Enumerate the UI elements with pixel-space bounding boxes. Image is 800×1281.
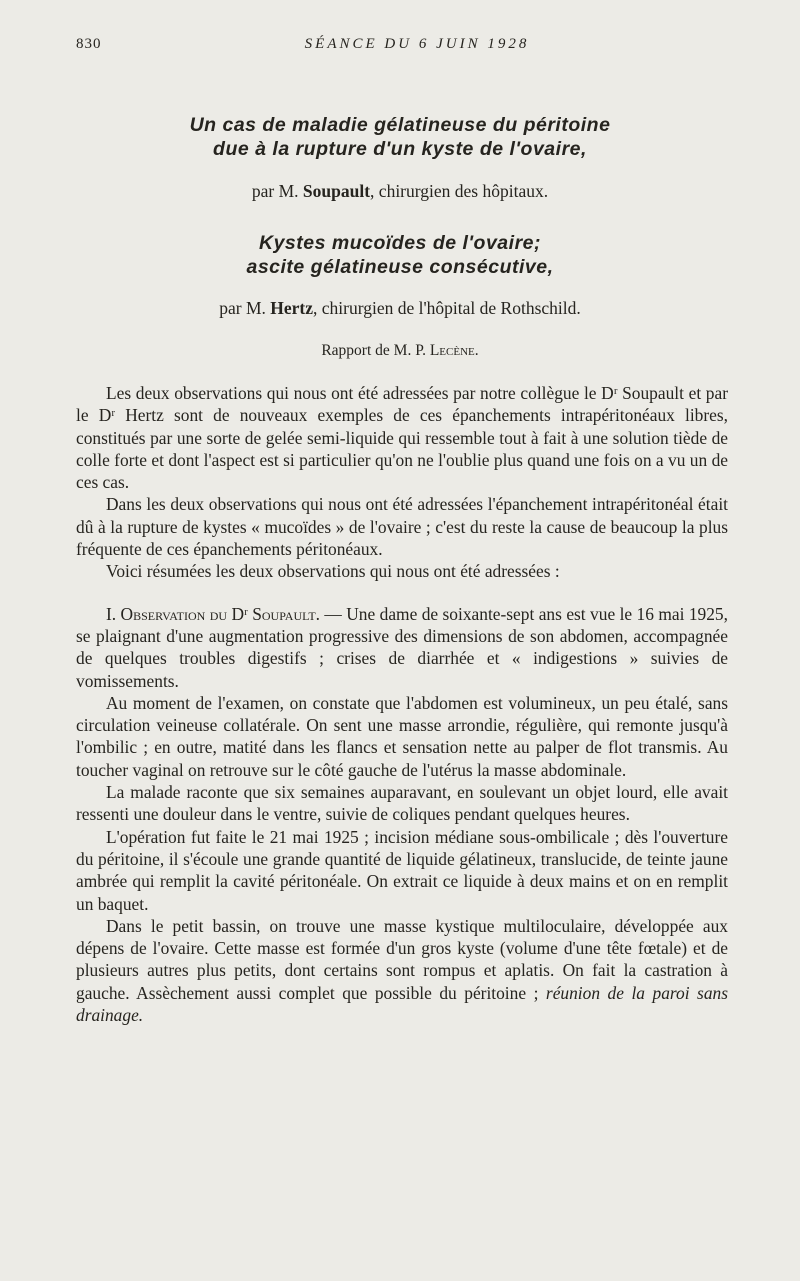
paragraph-3: Voici résumées les deux observations qui nous ont été adressées : <box>106 561 560 582</box>
paragraph-5: Au moment de l'examen, on constate que l'abdomen est volumineux, un peu étalé, sans circulation veineuse collatérale. On sent une masse arrondie, régulière, qui remonte jusqu'à l'ombilic ; en outre, matité dans les flancs et sensation nette au palper de flot transmis. Au toucher vaginal on retrouve sur le côté gauche de l'utérus la masse abdominale. <box>76 692 728 780</box>
article2-by-prefix: par M. <box>219 298 271 318</box>
report-prefix: Rapport de M. P. <box>321 342 430 359</box>
article1-author: Soupault <box>302 181 371 201</box>
paragraph-8 <box>76 915 728 1026</box>
running-head: SÉANCE DU 6 JUIN 1928 <box>304 36 530 52</box>
article2-by-suffix: , chirurgien de l'hôpital de Rothschild. <box>313 298 581 318</box>
article2-byline <box>60 297 740 319</box>
observation-label: I. Observation du Dʳ Soupault. <box>106 603 321 624</box>
paragraph-4-text: — Une dame de soixante-sept ans est vue le 16 mai 1925, se plaignant d'une augmentation progressive des dimensions de son abdomen, accompagnée de quelques troubles digestifs ; crises de diarrhée et « indigestions » suivies de vomissements. <box>76 603 728 691</box>
report-suffix: . <box>474 342 479 359</box>
page-header <box>76 36 728 60</box>
paragraph-6: La malade raconte que six semaines auparavant, en soulevant un objet lourd, elle avait ressenti une douleur dans le ventre, suivie de coliques pendant quelques heures. <box>76 782 728 825</box>
article1-by-prefix: par M. <box>251 181 303 201</box>
paragraph-7: L'opération fut faite le 21 mai 1925 ; incision médiane sous-ombilicale ; dès l'ouverture du péritoine, il s'écoule une grande quantité de liquide gélatineux, translucide, de teinte jaune ambrée qui remplit la cavité péritonéale. On extrait ce liquide à deux mains et on en remplit un baquet. <box>76 826 728 914</box>
article1-by-suffix: , chirurgien des hôpitaux. <box>370 181 549 201</box>
paragraph-4 <box>76 603 728 692</box>
paragraph-2: Dans les deux observations qui nous ont été adressées l'épanchement intrapéritonéal était dû à la rupture de kystes « mucoïdes » de l'ovaire ; c'est du reste la cause de beaucoup la plus fréquente de ces épanchements péritonéaux. <box>76 494 728 560</box>
article2-title <box>60 231 740 279</box>
article1-title <box>60 113 740 161</box>
article2-title-line2: ascite gélatineuse consécutive, <box>246 256 554 278</box>
paragraph-8-italic: réunion de la paroi sans drainage. <box>76 982 728 1026</box>
article-body <box>76 382 728 1026</box>
article1-byline <box>60 180 740 202</box>
paragraph-1: Les deux observations qui nous ont été adressées par notre collègue le Dʳ Soupault et par le Dʳ Hertz sont de nouveaux exemples de ces épanchements intrapéritonéaux libres, constitués par une sorte de gelée semi-liquide qui ressemble tout à fait à une solution tiède de colle forte et dont l'aspect est si particulier qu'on ne l'oublie plus quand une fois on a vu un de ces cas. <box>76 383 728 493</box>
report-name: Lecène <box>429 342 475 359</box>
page-number: 830 <box>76 36 102 52</box>
article1-title-line2: due à la rupture d'un kyste de l'ovaire, <box>213 138 587 160</box>
article2-author: Hertz <box>270 298 314 318</box>
report-line <box>60 341 740 361</box>
article1-title-line1: Un cas de maladie gélatineuse du péritoine <box>189 114 611 136</box>
article2-title-line1: Kystes mucoïdes de l'ovaire; <box>259 232 541 254</box>
paragraph-8-text: Dans le petit bassin, on trouve une masse kystique multiloculaire, développée aux dépens de l'ovaire. Cette masse est formée d'un gros kyste (volume d'une tête fœtale) et de plusieurs autres plus petits, dont certains sont rompus et aplatis. On fait la castration à gauche. Assèchement aussi complet que possible du péritoine ; <box>76 915 728 1003</box>
